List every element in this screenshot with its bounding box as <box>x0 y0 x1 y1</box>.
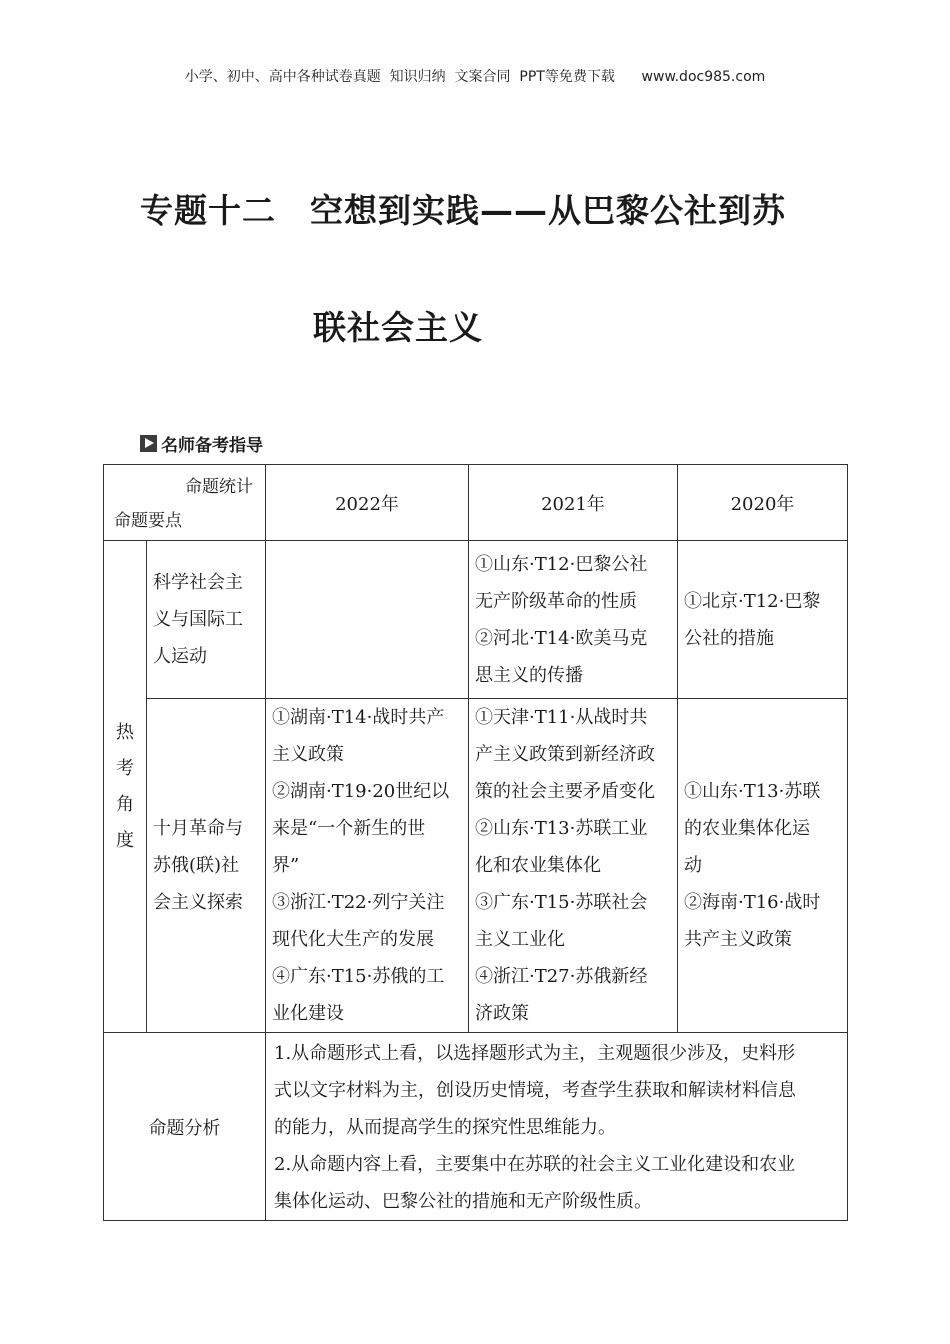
entry-line: 化和农业集体化 <box>475 855 601 876</box>
entry-line: 的农业集体化运 <box>684 818 810 839</box>
page-title-line-1: 专题十二 空想到实践——从巴黎公社到苏 <box>140 191 786 230</box>
group-label-cell <box>104 541 147 1033</box>
diagonal-header-cell <box>104 465 266 541</box>
entry-line: ③广东·T15·苏联社会 <box>475 892 648 913</box>
topic-line: 科学社会主 <box>153 572 243 593</box>
entry-line: 主义工业化 <box>475 929 565 950</box>
cell-2021 <box>469 699 678 1033</box>
entry-line: 界” <box>272 855 300 876</box>
entry-line: 策的社会主要矛盾变化 <box>475 781 655 802</box>
topic-line: 会主义探索 <box>153 892 243 913</box>
analysis-line: 1.从命题形式上看，以选择题形式为主，主观题很少涉及，史料形 <box>274 1043 796 1064</box>
entry-line: ④广东·T15·苏俄的工 <box>272 966 445 987</box>
entry-line: 共产主义政策 <box>684 929 792 950</box>
table-header-row <box>104 465 848 541</box>
topic-line: 十月革命与 <box>153 818 243 839</box>
exam-statistics-table <box>103 464 848 1221</box>
entry-line: 无产阶级革命的性质 <box>475 590 637 612</box>
section-heading <box>140 431 263 456</box>
entry-line: ①山东·T12·巴黎公社 <box>475 553 648 575</box>
entry-line: 来是“一个新生的世 <box>272 818 426 839</box>
header-topic-label: 命题要点 <box>114 510 182 531</box>
entry-line: ①天津·T11·从战时共 <box>475 707 648 728</box>
entry-line: 动 <box>684 855 702 876</box>
entry-line: ①北京·T12·巴黎 <box>684 590 821 612</box>
analysis-line: 式以文字材料为主，创设历史情境，考查学生获取和解读材料信息 <box>274 1080 796 1101</box>
year-2020-header: 2020年 <box>678 465 848 541</box>
play-icon <box>140 435 157 452</box>
entry-line: 济政策 <box>475 1003 529 1024</box>
analysis-text-cell <box>266 1033 848 1221</box>
header-stat-label: 命题统计 <box>185 476 253 497</box>
year-2022-header: 2022年 <box>266 465 469 541</box>
entry-line: ④浙江·T27·苏俄新经 <box>475 966 648 987</box>
page-header: 小学、初中、高中各种试卷真题 知识归纳 文案合同 PPT等免费下载 www.doc985.com <box>184 69 766 85</box>
group-char: 考 <box>116 757 134 779</box>
group-char: 度 <box>116 829 134 851</box>
group-char: 热 <box>116 721 134 743</box>
section-label: 名师备考指导 <box>161 436 263 456</box>
topic-line: 义与国际工 <box>153 609 243 630</box>
analysis-line: 集体化运动、巴黎公社的措施和无产阶级性质。 <box>274 1191 652 1212</box>
cell-2021 <box>469 541 678 699</box>
cell-2020 <box>678 699 848 1033</box>
entry-line: ①山东·T13·苏联 <box>684 781 821 802</box>
analysis-line: 2.从命题内容上看，主要集中在苏联的社会主义工业化建设和农业 <box>274 1154 796 1175</box>
table-row <box>104 541 848 699</box>
cell-2022 <box>266 699 469 1033</box>
entry-line: ②山东·T13·苏联工业 <box>475 818 648 839</box>
entry-line: ②河北·T14·欧美马克 <box>475 627 648 649</box>
topic-cell <box>147 541 266 699</box>
topic-cell <box>147 699 266 1033</box>
entry-line: 业化建设 <box>272 1003 344 1024</box>
analysis-row <box>104 1033 848 1221</box>
group-char: 角 <box>116 793 134 815</box>
topic-line: 苏俄(联)社 <box>153 855 240 876</box>
analysis-line: 的能力，从而提高学生的探究性思维能力。 <box>274 1117 616 1138</box>
cell-2022 <box>266 541 469 699</box>
entry-line: ①湖南·T14·战时共产 <box>272 707 445 728</box>
table-row <box>104 699 848 1033</box>
entry-line: ②海南·T16·战时 <box>684 892 821 913</box>
entry-line: 主义政策 <box>272 744 344 765</box>
entry-line: ②湖南·T19·20世纪以 <box>272 781 450 802</box>
entry-line: 现代化大生产的发展 <box>272 929 434 950</box>
entry-line: ③浙江·T22·列宁关注 <box>272 892 445 913</box>
entry-line: 公社的措施 <box>684 627 774 649</box>
entry-line: 产主义政策到新经济政 <box>475 744 655 765</box>
topic-line: 人运动 <box>153 646 207 667</box>
year-2021-header: 2021年 <box>469 465 678 541</box>
entry-line: 思主义的传播 <box>475 664 583 686</box>
cell-2020 <box>678 541 848 699</box>
analysis-label-cell: 命题分析 <box>104 1033 266 1221</box>
page-title-line-2: 联社会主义 <box>313 308 483 347</box>
